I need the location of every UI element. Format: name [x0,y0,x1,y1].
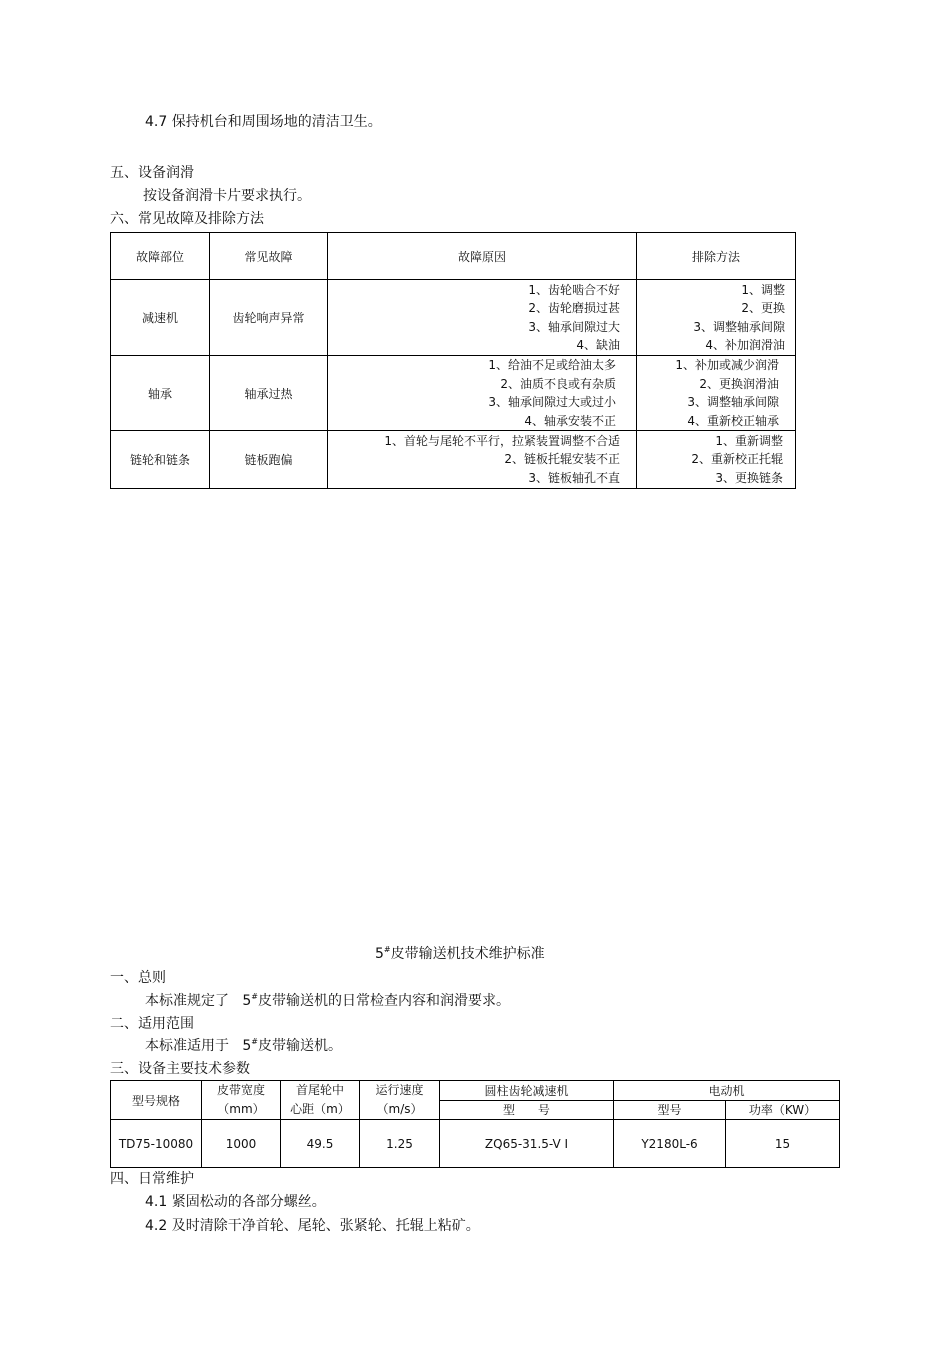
fix-item: 2、更换润滑油 [699,376,779,391]
cell-center-distance: 49.5 [281,1120,360,1168]
header-fix-method: 排除方法 [637,233,796,280]
section-2-title: 二、适用范围 [110,1016,194,1032]
cause-item: 1、给油不足或给油太多 [488,358,616,372]
fix-item: 2、更换 [741,301,785,315]
fix-item: 4、重新校正轴承 [687,413,779,428]
doc-title: 5#皮带输送机技术维护标准 [375,945,545,962]
section-6-title: 六、常见故障及排除方法 [110,211,264,227]
cause-item: 1、齿轮啮合不好 [528,282,620,297]
parameter-table [110,1080,840,1168]
cell-model: TD75-10080 [111,1120,202,1168]
fix-item: 2、重新校正托辊 [691,452,783,467]
item-4-2: 4.2 及时清除干净首轮、尾轮、张紧轮、托辊上粘矿。 [145,1218,480,1234]
cause-item: 3、链板轴孔不直 [528,470,620,485]
header-motor-type: 型号 [614,1100,726,1120]
cause-item: 3、轴承间隙过大或过小 [488,395,616,409]
header-fault-part: 故障部位 [111,233,210,280]
cause-item: 1、首轮与尾轮不平行，拉紧装置调整不合适 [384,433,620,448]
fix-methods [637,280,796,356]
cause-item: 3、轴承间隙过大 [528,319,620,334]
cause-item: 2、油质不良或有杂质 [500,376,616,391]
fault-causes [328,431,637,489]
fault-table-header [111,233,796,280]
item-4-1: 4.1 紧固松动的各部分螺丝。 [145,1194,326,1210]
fault-table [110,232,796,489]
cause-item: 2、链板托辊安装不正 [504,452,620,467]
fault-causes [328,280,637,356]
fix-item: 3、调整轴承间隙 [693,319,785,334]
header-reducer-type: 型 号 [440,1100,614,1120]
section-4-title: 四、日常维护 [110,1171,194,1187]
header-model: 型号规格 [111,1081,202,1120]
fault-part: 减速机 [111,280,210,356]
section-5-body: 按设备润滑卡片要求执行。 [143,188,311,204]
fix-item: 1、补加或减少润滑 [675,358,779,372]
item-4-7: 4.7 保持机台和周围场地的清洁卫生。 [145,114,382,130]
cell-belt-width: 1000 [202,1120,281,1168]
cause-item: 4、缺油 [576,338,620,352]
header-motor-power: 功率（KW） [726,1100,840,1120]
cell-speed: 1.25 [360,1120,440,1168]
common-fault: 链板跑偏 [210,431,328,489]
table-row [111,356,796,431]
param-header-row-1 [111,1081,840,1101]
fix-item: 3、调整轴承间隙 [687,395,779,409]
fix-methods [637,431,796,489]
fix-item: 4、补加润滑油 [705,338,785,352]
section-5-title: 五、设备润滑 [110,165,194,181]
cause-item: 4、轴承安装不正 [524,413,616,428]
section-1-body: 本标准规定了 5#皮带输送机的日常检查内容和润滑要求。 [145,992,510,1009]
header-belt-width: 皮带宽度 （mm） [202,1081,281,1120]
fault-part: 链轮和链条 [111,431,210,489]
fix-item: 1、调整 [741,282,785,297]
fault-part: 轴承 [111,356,210,431]
cell-motor-power: 15 [726,1120,840,1168]
common-fault: 轴承过热 [210,356,328,431]
cause-item: 2、齿轮磨损过甚 [528,301,620,315]
table-row [111,431,796,489]
header-fault-cause: 故障原因 [328,233,637,280]
header-motor: 电动机 [614,1081,840,1101]
table-row [111,1120,840,1168]
fault-causes [328,356,637,431]
header-center-distance: 首尾轮中 心距（m） [281,1081,360,1120]
fix-item: 3、更换链条 [715,470,783,485]
section-2-body: 本标准适用于 5#皮带输送机。 [145,1037,342,1054]
section-1-title: 一、总则 [110,970,166,986]
section-3-title: 三、设备主要技术参数 [110,1061,250,1077]
fix-item: 1、重新调整 [715,433,783,448]
header-speed: 运行速度 （m/s） [360,1081,440,1120]
table-row [111,280,796,356]
header-reducer: 圆柱齿轮减速机 [440,1081,614,1101]
fix-methods [637,356,796,431]
header-common-fault: 常见故障 [210,233,328,280]
cell-motor-model: Y2180L-6 [614,1120,726,1168]
cell-reducer-model: ZQ65-31.5-V Ⅰ [440,1120,614,1168]
common-fault: 齿轮响声异常 [210,280,328,356]
